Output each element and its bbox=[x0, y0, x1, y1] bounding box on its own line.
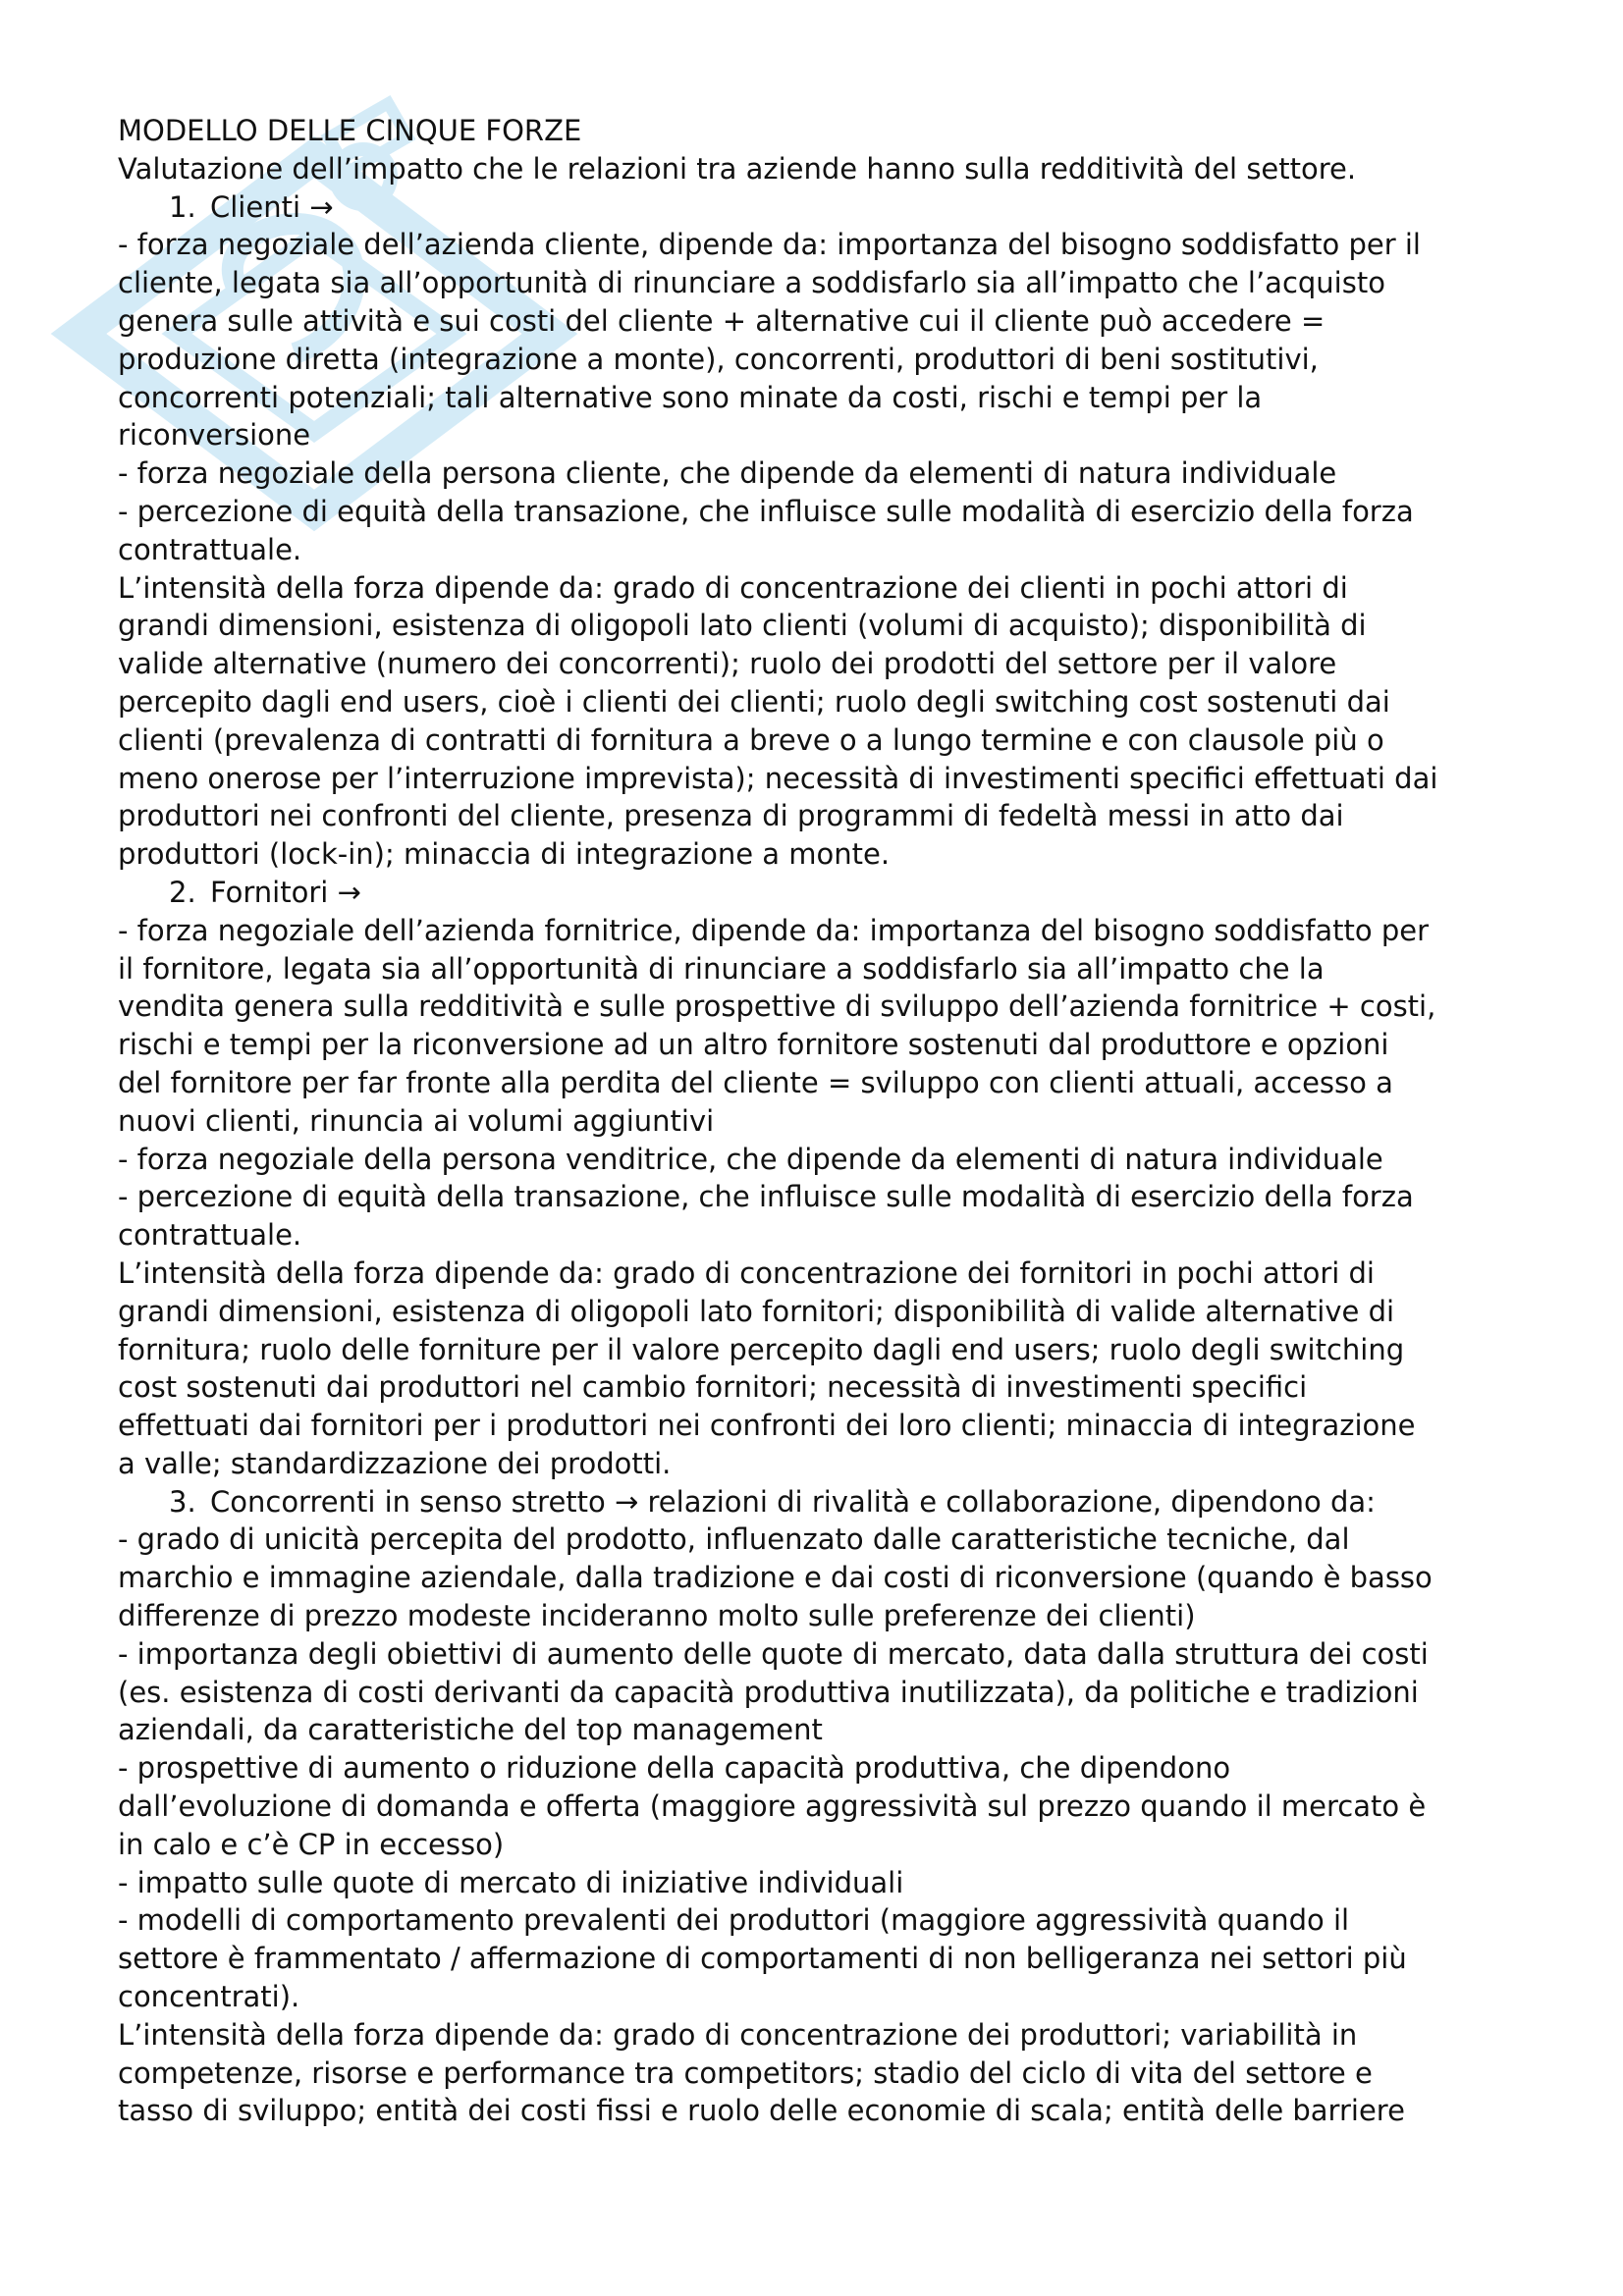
doc-title: MODELLO DELLE CINQUE FORZE bbox=[118, 114, 582, 147]
text-line: valide alternative (numero dei concorrenti); ruolo dei prodotti del settore per il valore bbox=[118, 647, 1337, 681]
text-line: aziendali, da caratteristiche del top management bbox=[118, 1713, 823, 1747]
list-number: 2. bbox=[169, 875, 196, 909]
text-line: - percezione di equità della transazione, che influisce sulle modalità di esercizio della forza bbox=[118, 1180, 1414, 1214]
text-line: concorrenti potenziali; tali alternative sono minate da costi, rischi e tempi per la bbox=[118, 380, 1263, 414]
text-line: riconversione bbox=[118, 418, 311, 453]
list-heading-text: Concorrenti in senso stretto → relazioni di rivalità e collaborazione, dipendono da: bbox=[210, 1484, 1376, 1519]
text-line: fornitura; ruolo delle forniture per il valore percepito dagli end users; ruolo degli switching bbox=[118, 1332, 1405, 1366]
text-line: contrattuale. bbox=[118, 532, 302, 566]
text-line: contrattuale. bbox=[118, 1218, 302, 1253]
text-line: - importanza degli obiettivi di aumento delle quote di mercato, data dalla struttura dei costi bbox=[118, 1636, 1429, 1671]
text-line: clienti (prevalenza di contratti di fornitura a breve o a lungo termine e con clausole più o bbox=[118, 722, 1384, 757]
text-line: rischi e tempi per la riconversione ad un altro fornitore sostenuti dal produttore e opzioni bbox=[118, 1028, 1389, 1062]
doc-intro: Valutazione dell’impatto che le relazioni tra aziende hanno sulla redditività del settore. bbox=[118, 151, 1357, 186]
section-fornitori bbox=[118, 874, 1522, 1483]
text-line: differenze di prezzo modeste incideranno molto sulle preferenze dei clienti) bbox=[118, 1599, 1196, 1633]
text-line: - prospettive di aumento o riduzione della capacità produttiva, che dipendono bbox=[118, 1751, 1231, 1786]
text-line: - forza negoziale dell’azienda cliente, dipende da: importanza del bisogno soddisfatto per il bbox=[118, 228, 1421, 262]
text-line: dall’evoluzione di domanda e offerta (maggiore aggressività sul prezzo quando il mercato è bbox=[118, 1789, 1427, 1824]
text-line: (es. esistenza di costi derivanti da capacità produttiva inutilizzata), da politiche e tradizioni bbox=[118, 1675, 1419, 1709]
text-line: L’intensità della forza dipende da: grado di concentrazione dei produttori; variabilità in bbox=[118, 2017, 1358, 2052]
text-line: L’intensità della forza dipende da: grado di concentrazione dei clienti in pochi attori di bbox=[118, 570, 1348, 605]
text-line: - modelli di comportamento prevalenti dei produttori (maggiore aggressività quando il bbox=[118, 1903, 1350, 1938]
text-line: - forza negoziale della persona cliente, che dipende da elementi di natura individuale bbox=[118, 456, 1337, 491]
text-line: a valle; standardizzazione dei prodotti. bbox=[118, 1446, 672, 1480]
text-line: L’intensità della forza dipende da: grado di concentrazione dei fornitori in pochi attori di bbox=[118, 1255, 1375, 1290]
text-line: - percezione di equità della transazione, che influisce sulle modalità di esercizio della forza bbox=[118, 494, 1414, 528]
text-line: marchio e immagine aziendale, dalla tradizione e dai costi di riconversione (quando è basso bbox=[118, 1561, 1433, 1595]
text-line: effettuati dai fornitori per i produttori nei confronti dei loro clienti; minaccia di integrazione bbox=[118, 1409, 1416, 1443]
text-line: produttori (lock-in); minaccia di integrazione a monte. bbox=[118, 837, 891, 872]
text-line: grandi dimensioni, esistenza di oligopoli lato fornitori; disponibilità di valide alternative di bbox=[118, 1294, 1395, 1328]
text-line: produzione diretta (integrazione a monte), concorrenti, produttori di beni sostitutivi, bbox=[118, 342, 1319, 376]
list-number: 3. bbox=[169, 1484, 196, 1519]
text-line: vendita genera sulla redditività e sulle prospettive di sviluppo dell’azienda fornitrice + costi, bbox=[118, 989, 1436, 1024]
list-item-heading bbox=[118, 1483, 1522, 1522]
text-line: meno onerose per l’interruzione imprevista); necessità di investimenti specifici effettuati dai bbox=[118, 761, 1438, 795]
list-item-heading bbox=[118, 874, 1522, 912]
text-line: grandi dimensioni, esistenza di oligopoli lato clienti (volumi di acquisto); disponibilità di bbox=[118, 609, 1367, 643]
list-heading-text: Fornitori → bbox=[210, 875, 361, 909]
text-line: il fornitore, legata sia all’opportunità di rinunciare a soddisfarlo sia all’impatto che la bbox=[118, 951, 1325, 986]
text-line: settore è frammentato / affermazione di comportamenti di non belligeranza nei settori più bbox=[118, 1942, 1407, 1976]
list-item-heading bbox=[118, 188, 1522, 227]
text-line: - forza negoziale della persona venditrice, che dipende da elementi di natura individuale bbox=[118, 1142, 1383, 1176]
section-concorrenti bbox=[118, 1483, 1522, 2131]
text-line: cliente, legata sia all’opportunità di rinunciare a soddisfarlo sia all’impatto che l’acquisto bbox=[118, 266, 1385, 300]
text-line: - grado di unicità percepita del prodotto, influenzato dalle caratteristiche tecniche, dal bbox=[118, 1522, 1350, 1557]
text-line: - forza negoziale dell’azienda fornitrice, dipende da: importanza del bisogno soddisfatto per bbox=[118, 913, 1430, 947]
text-line: concentrati). bbox=[118, 1980, 300, 2014]
list-number: 1. bbox=[169, 189, 196, 224]
section-clienti bbox=[118, 188, 1522, 874]
text-line: in calo e c’è CP in eccesso) bbox=[118, 1827, 505, 1861]
list-heading-text: Clienti → bbox=[210, 189, 334, 224]
text-line: genera sulle attività e sui costi del cliente + alternative cui il cliente può accedere = bbox=[118, 303, 1325, 338]
text-line: percepito dagli end users, cioè i clienti dei clienti; ruolo degli switching cost sostenuti dai bbox=[118, 684, 1390, 719]
text-line: cost sostenuti dai produttori nel cambio fornitori; necessità di investimenti specifici bbox=[118, 1370, 1308, 1405]
text-line: - impatto sulle quote di mercato di iniziative individuali bbox=[118, 1865, 904, 1899]
text-line: nuovi clienti, rinuncia ai volumi aggiuntivi bbox=[118, 1103, 715, 1138]
text-line: produttori nei confronti del cliente, presenza di programmi di fedeltà messi in atto dai bbox=[118, 799, 1344, 833]
text-line: tasso di sviluppo; entità dei costi fissi e ruolo delle economie di scala; entità delle barriere bbox=[118, 2094, 1405, 2128]
text-line: del fornitore per far fronte alla perdita del cliente = sviluppo con clienti attuali, accesso a bbox=[118, 1065, 1393, 1099]
text-line: competenze, risorse e performance tra competitors; stadio del ciclo di vita del settore e bbox=[118, 2056, 1373, 2090]
document-body bbox=[118, 112, 1522, 2130]
